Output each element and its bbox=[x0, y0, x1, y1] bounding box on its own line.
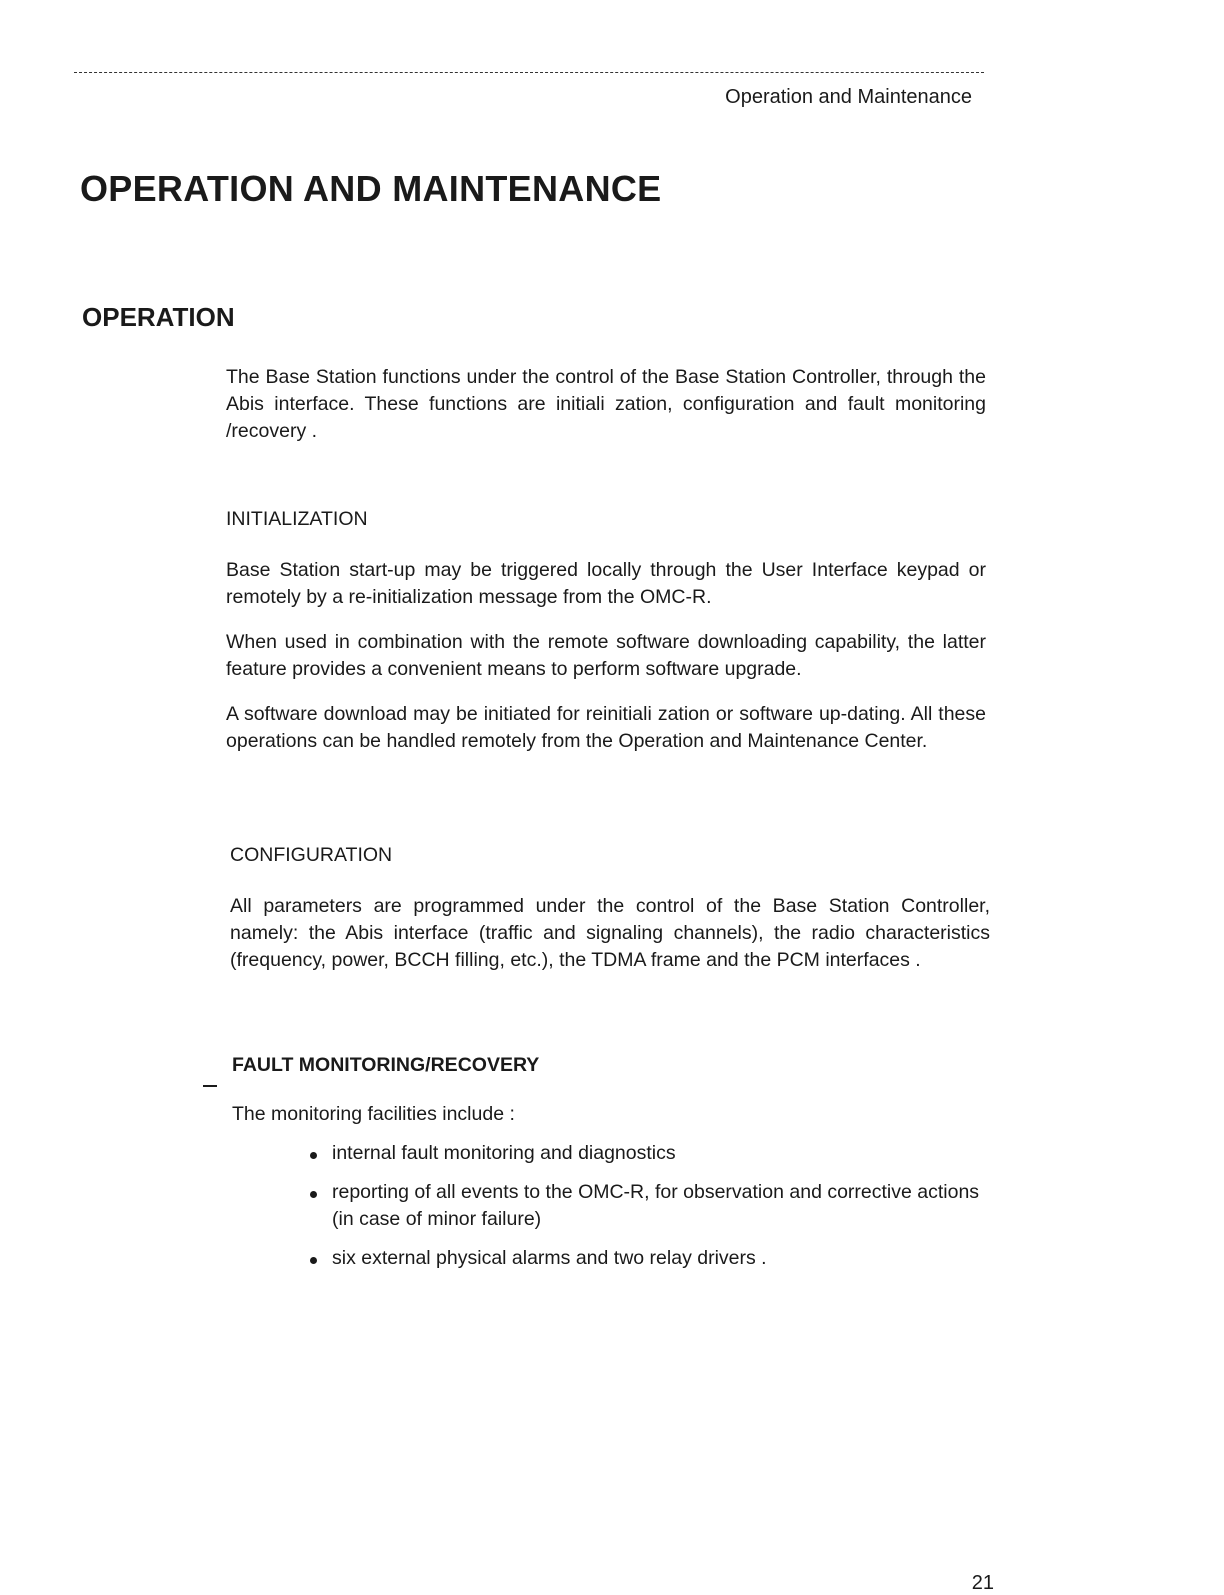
fault-list bbox=[232, 1140, 992, 1272]
configuration-heading: CONFIGURATION bbox=[230, 844, 393, 866]
configuration-paragraph: All parameters are programmed under the control of the Base Station Controller, namely: the Abis interface (traffic and signaling channels), the radio characteristics (frequency, power, BCCH filling, etc.), the TDMA frame and the PCM interfaces . bbox=[230, 895, 990, 971]
configuration-section bbox=[230, 842, 990, 974]
list-item: reporting of all events to the OMC-R, for observation and corrective actions (in case of minor failure) bbox=[232, 1179, 992, 1233]
header-rule bbox=[74, 72, 984, 73]
list-item: internal fault monitoring and diagnostics bbox=[232, 1140, 992, 1167]
fault-intro: The monitoring facilities include : bbox=[232, 1103, 515, 1125]
section-title-operation: OPERATION bbox=[82, 302, 235, 332]
operation-intro: The Base Station functions under the control of the Base Station Controller, through the Abis interface. These functions are initiali zation, configuration and fault monitoring /recovery . bbox=[226, 366, 986, 442]
initialization-paragraph-3: A software download may be initiated for reinitiali zation or software up-dating. All these operations can be handled remotely from the Operation and Maintenance Center. bbox=[226, 703, 986, 752]
document-title: OPERATION AND MAINTENANCE bbox=[80, 168, 662, 209]
fault-section bbox=[232, 1052, 992, 1284]
bullet-icon bbox=[310, 1191, 317, 1198]
fault-heading: FAULT MONITORING/RECOVERY bbox=[232, 1054, 540, 1076]
bullet-icon bbox=[310, 1152, 317, 1159]
running-header: Operation and Maintenance bbox=[725, 86, 972, 108]
list-item: six external physical alarms and two relay drivers . bbox=[232, 1245, 992, 1272]
operation-intro-block bbox=[226, 364, 986, 445]
initialization-heading: INITIALIZATION bbox=[226, 508, 368, 530]
margin-mark bbox=[203, 1085, 217, 1087]
initialization-section bbox=[226, 506, 986, 755]
initialization-paragraph-2: When used in combination with the remote software downloading capability, the latter feature provides a convenient means to perform software upgrade. bbox=[226, 631, 986, 680]
page-number: 21 bbox=[971, 1572, 994, 1594]
bullet-icon bbox=[310, 1257, 317, 1264]
initialization-paragraph-1: Base Station start-up may be triggered locally through the User Interface keypad or remotely by a re-initialization message from the OMC-R. bbox=[226, 559, 986, 608]
